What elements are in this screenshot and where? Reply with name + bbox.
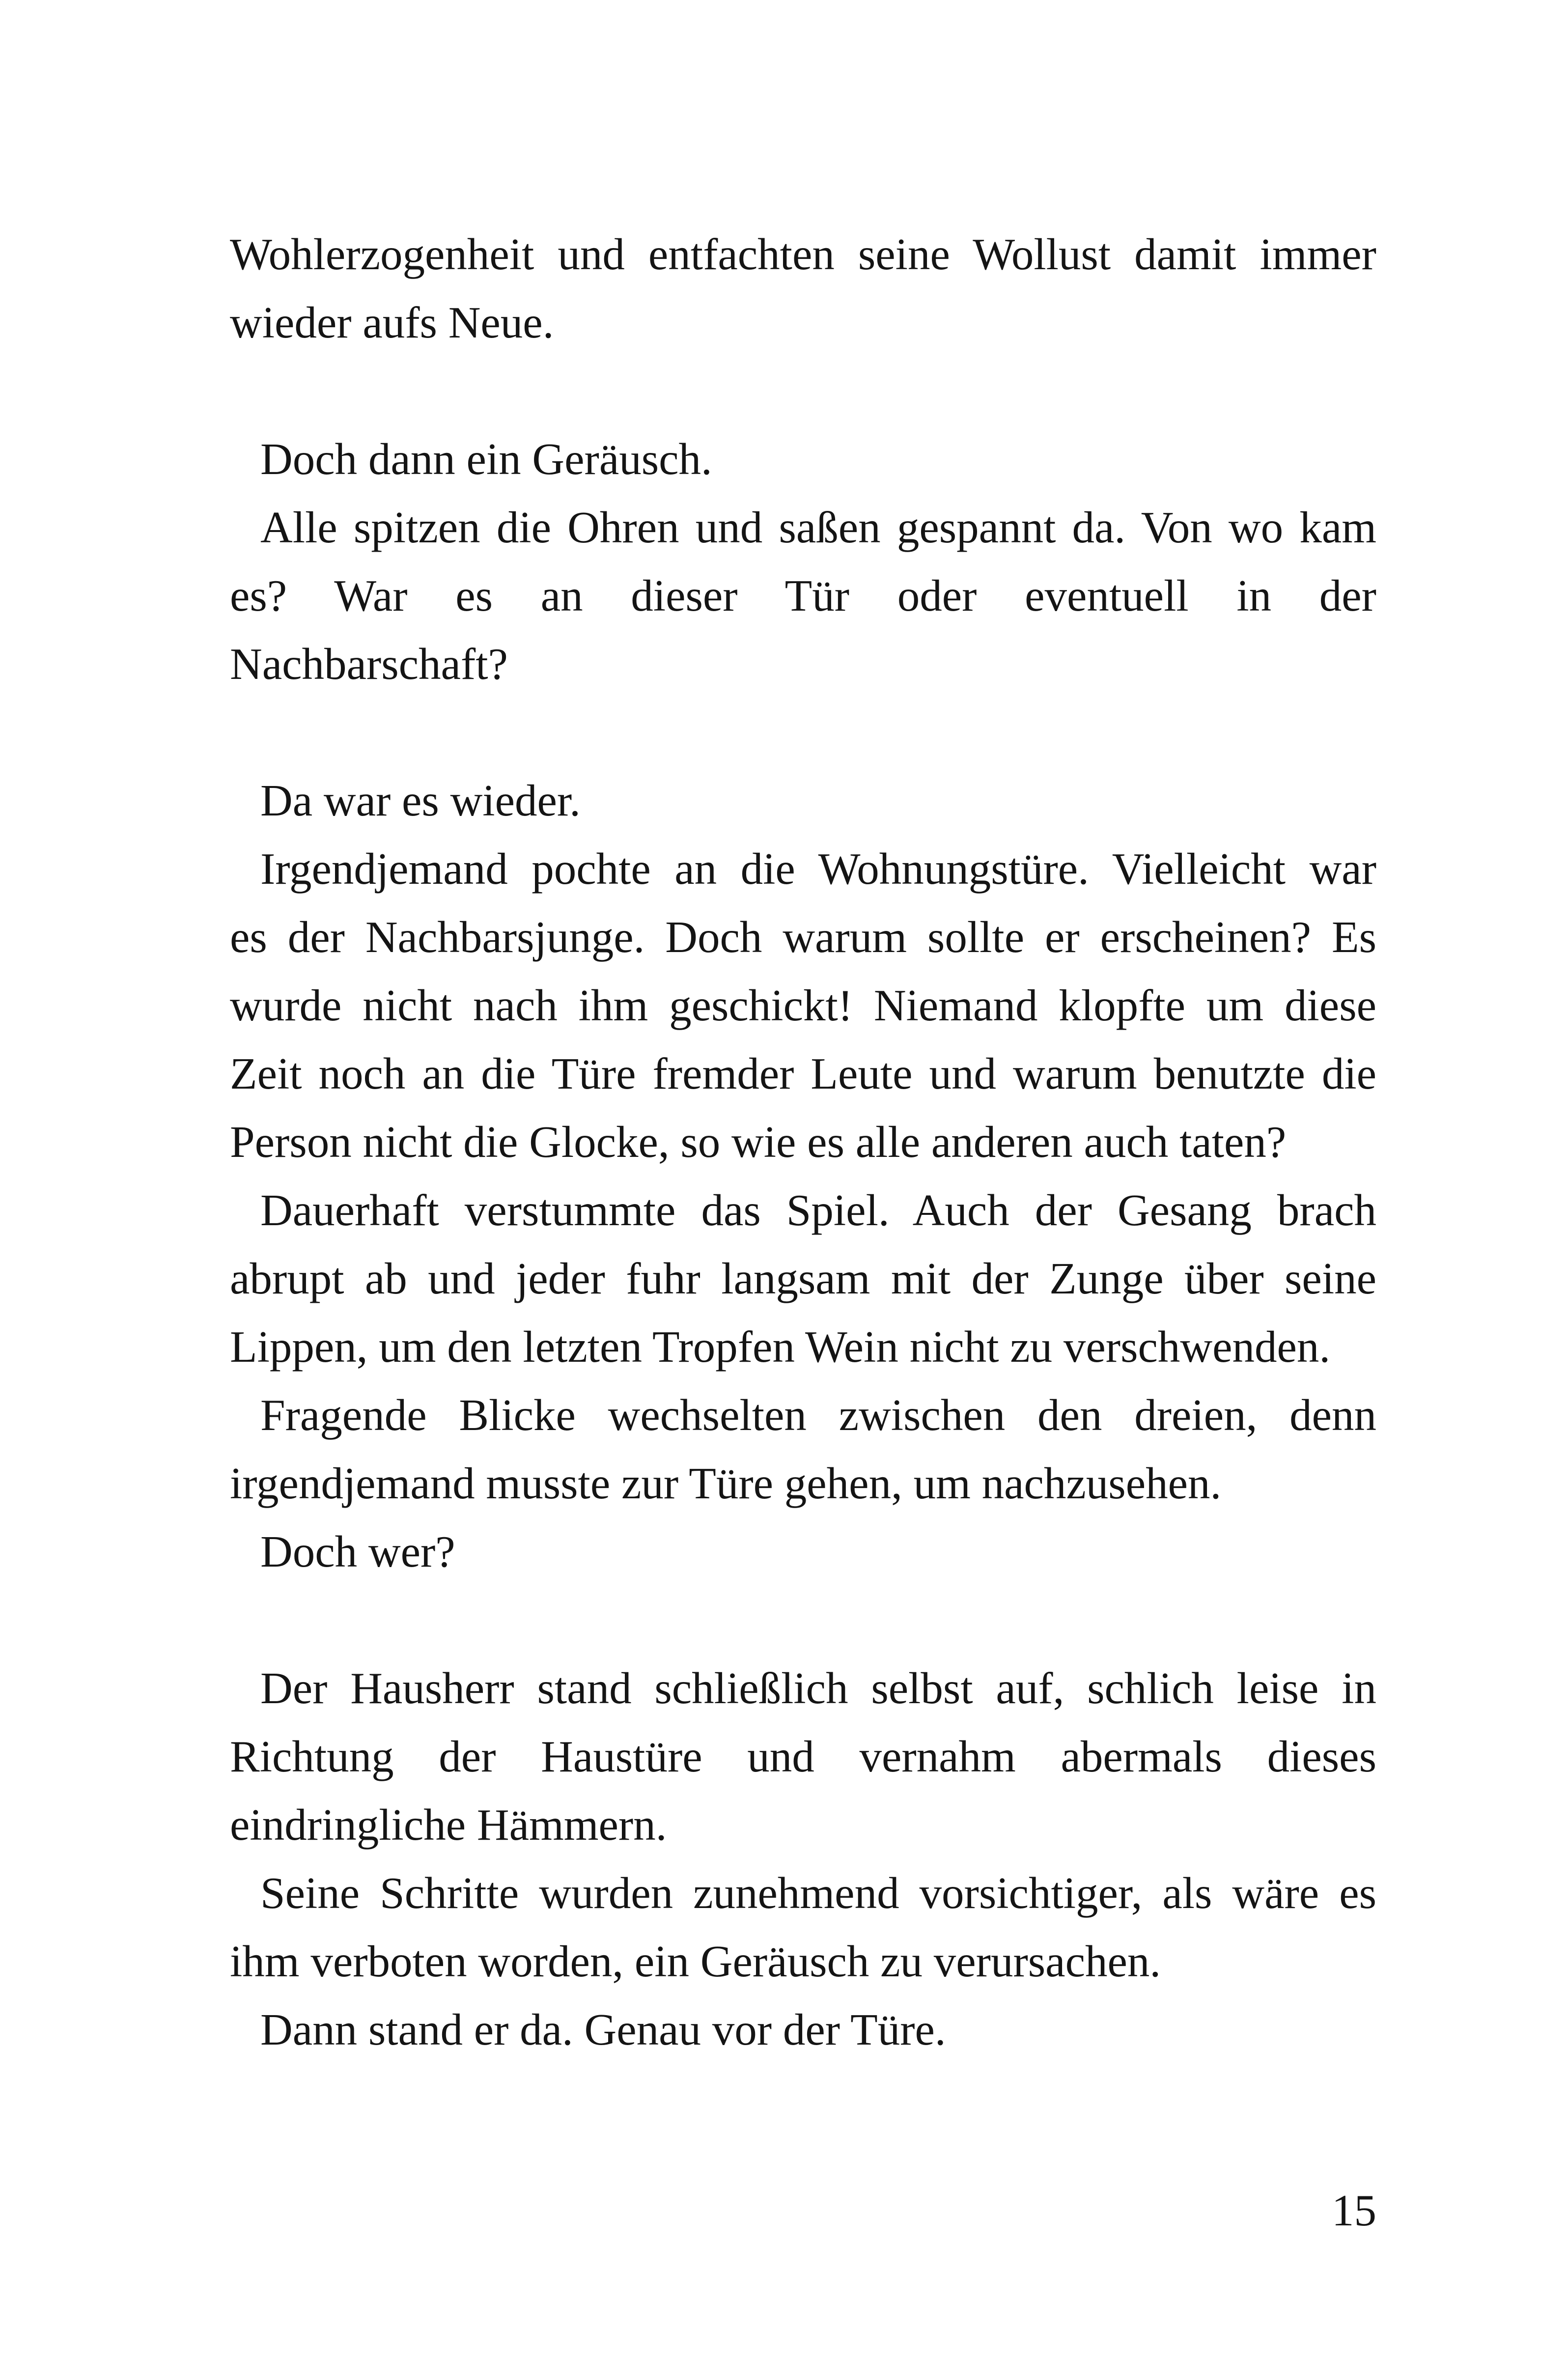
text-line: Nachbarschaft? bbox=[230, 639, 508, 689]
text-line: Richtung der Haustüre und vernahm abermals dieses bbox=[230, 1732, 1376, 1781]
text-line: Doch wer? bbox=[260, 1527, 455, 1576]
text-line: Lippen, um den letzten Tropfen Wein nicht zu verschwenden. bbox=[230, 1322, 1331, 1372]
paragraph-gap bbox=[230, 698, 1376, 766]
page-number: 15 bbox=[1332, 2186, 1376, 2235]
text-line: Da war es wieder. bbox=[260, 776, 581, 825]
text-line: Dauerhaft verstummte das Spiel. Auch der Gesang brach bbox=[260, 1185, 1376, 1235]
text-line: ihm verboten worden, ein Geräusch zu verursachen. bbox=[230, 1937, 1161, 1986]
text-line: eindringliche Hämmern. bbox=[230, 1800, 667, 1850]
paragraph-gap bbox=[230, 357, 1376, 425]
text-line: Seine Schritte wurden zunehmend vorsichtiger, als wäre es bbox=[260, 1868, 1376, 1918]
paragraph-gap bbox=[230, 1586, 1376, 1654]
text-line: Zeit noch an die Türe fremder Leute und warum benutzte die bbox=[230, 1049, 1376, 1098]
text-line: es der Nachbarsjunge. Doch warum sollte er erscheinen? Es bbox=[230, 912, 1376, 962]
body-text bbox=[230, 220, 1376, 2064]
text-line: Dann stand er da. Genau vor der Türe. bbox=[260, 2005, 946, 2054]
text-line: Irgendjemand pochte an die Wohnungstüre. Vielleicht war bbox=[260, 844, 1376, 894]
text-line: Doch dann ein Geräusch. bbox=[260, 434, 712, 484]
text-line: abrupt ab und jeder fuhr langsam mit der Zunge über seine bbox=[230, 1254, 1376, 1303]
text-line: irgendjemand musste zur Türe gehen, um nachzusehen. bbox=[230, 1459, 1222, 1508]
text-line: es? War es an dieser Tür oder eventuell in der bbox=[230, 571, 1376, 620]
text-line: Wohlerzogenheit und entfachten seine Wollust damit immer bbox=[230, 229, 1376, 279]
text-line: wieder aufs Neue. bbox=[230, 298, 554, 347]
text-line: Fragende Blicke wechselten zwischen den dreien, denn bbox=[260, 1390, 1376, 1440]
text-line: Person nicht die Glocke, so wie es alle anderen auch taten? bbox=[230, 1117, 1287, 1167]
text-line: Alle spitzen die Ohren und saßen gespannt da. Von wo kam bbox=[260, 503, 1376, 552]
text-line: Der Hausherr stand schließlich selbst auf, schlich leise in bbox=[260, 1663, 1376, 1713]
text-line: wurde nicht nach ihm geschickt! Niemand klopfte um diese bbox=[230, 981, 1376, 1030]
